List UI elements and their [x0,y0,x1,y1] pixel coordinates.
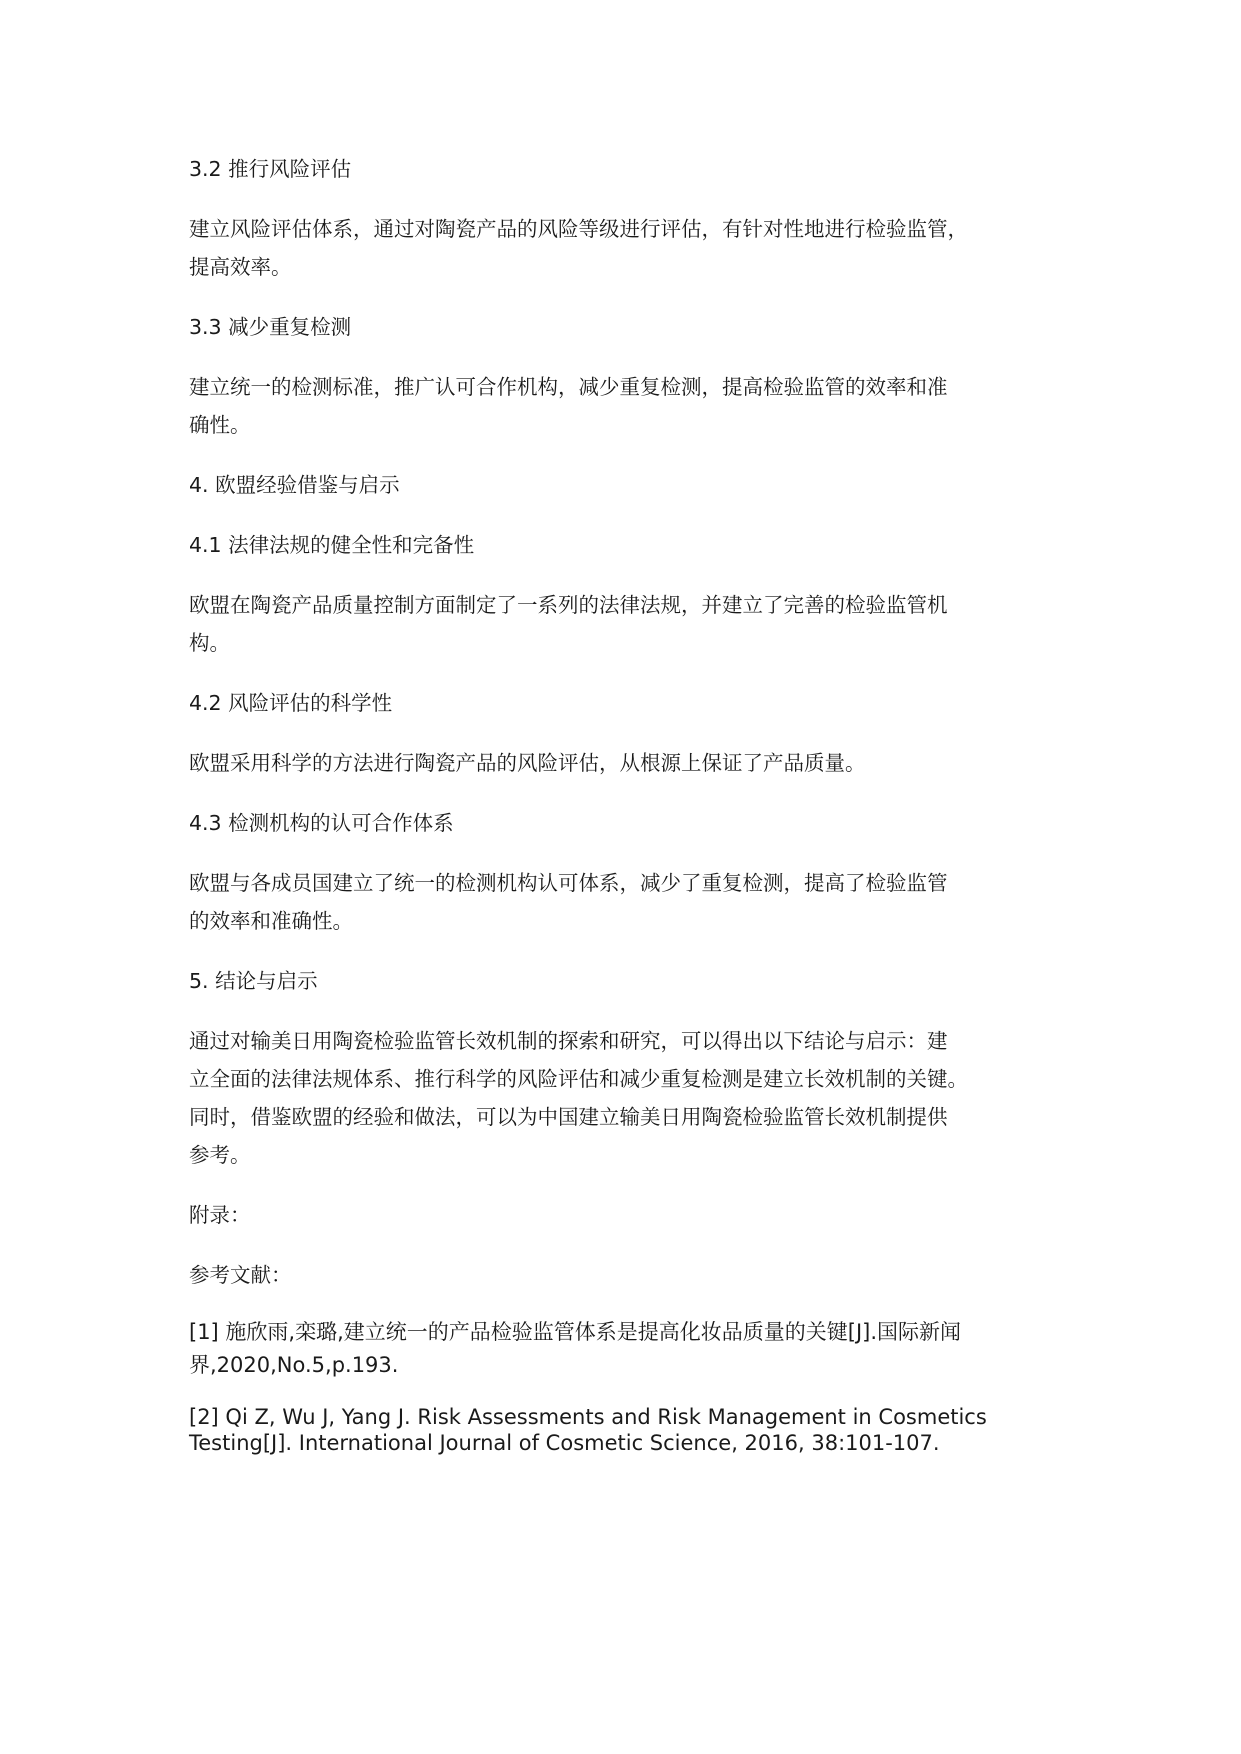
section-heading: 4.3 检测机构的认可合作体系 [189,811,454,835]
text-line: 构。 [189,631,230,655]
text-line: 欧盟在陶瓷产品质量控制方面制定了一系列的法律法规，并建立了完善的检验监管机 [189,593,948,617]
text-line: 建立风险评估体系，通过对陶瓷产品的风险等级进行评估，有针对性地进行检验监管， [189,217,968,241]
document-body [189,150,1069,1478]
section-heading: 4.1 法律法规的健全性和完备性 [189,533,475,557]
paragraph [189,1022,1069,1174]
text-line: 欧盟采用科学的方法进行陶瓷产品的风险评估，从根源上保证了产品质量。 [189,751,866,775]
section-heading: 4. 欧盟经验借鉴与启示 [189,473,400,497]
text-line: [2] Qi Z, Wu J, Yang J. Risk Assessments and Risk Management in Cosmetics [189,1405,987,1429]
paragraph [189,586,1069,662]
reference-entry [189,1404,1069,1456]
text-line: [1] 施欣雨,栾璐,建立统一的产品检验监管体系是提高化妆品质量的关键[J].国际新闻 [189,1320,962,1344]
section-heading: 5. 结论与启示 [189,969,318,993]
section-heading: 3.2 推行风险评估 [189,157,352,181]
paragraph [189,744,1069,782]
section-heading: 参考文献： [189,1263,292,1287]
text-line: 欧盟与各成员国建立了统一的检测机构认可体系，减少了重复检测，提高了检验监管 [189,871,948,895]
paragraph [189,210,1069,286]
text-line: 通过对输美日用陶瓷检验监管长效机制的探索和研究，可以得出以下结论与启示：建 [189,1029,948,1053]
text-line: 的效率和准确性。 [189,909,353,933]
section-heading: 4.2 风险评估的科学性 [189,691,393,715]
section-heading: 附录： [189,1203,251,1227]
text-line: 参考。 [189,1143,251,1167]
paragraph [189,864,1069,940]
paragraph [189,368,1069,444]
text-line: 立全面的法律法规体系、推行科学的风险评估和减少重复检测是建立长效机制的关键。 [189,1067,968,1091]
text-line: 提高效率。 [189,255,292,279]
text-line: 建立统一的检测标准，推广认可合作机构，减少重复检测，提高检验监管的效率和准 [189,375,948,399]
text-line: Testing[J]. International Journal of Cosmetic Science, 2016, 38:101-107. [189,1431,940,1455]
text-line: 同时，借鉴欧盟的经验和做法，可以为中国建立输美日用陶瓷检验监管长效机制提供 [189,1105,948,1129]
section-heading: 3.3 减少重复检测 [189,315,352,339]
text-line: 界,2020,No.5,p.193. [189,1353,399,1377]
reference-entry [189,1316,1069,1382]
text-line: 确性。 [189,413,251,437]
